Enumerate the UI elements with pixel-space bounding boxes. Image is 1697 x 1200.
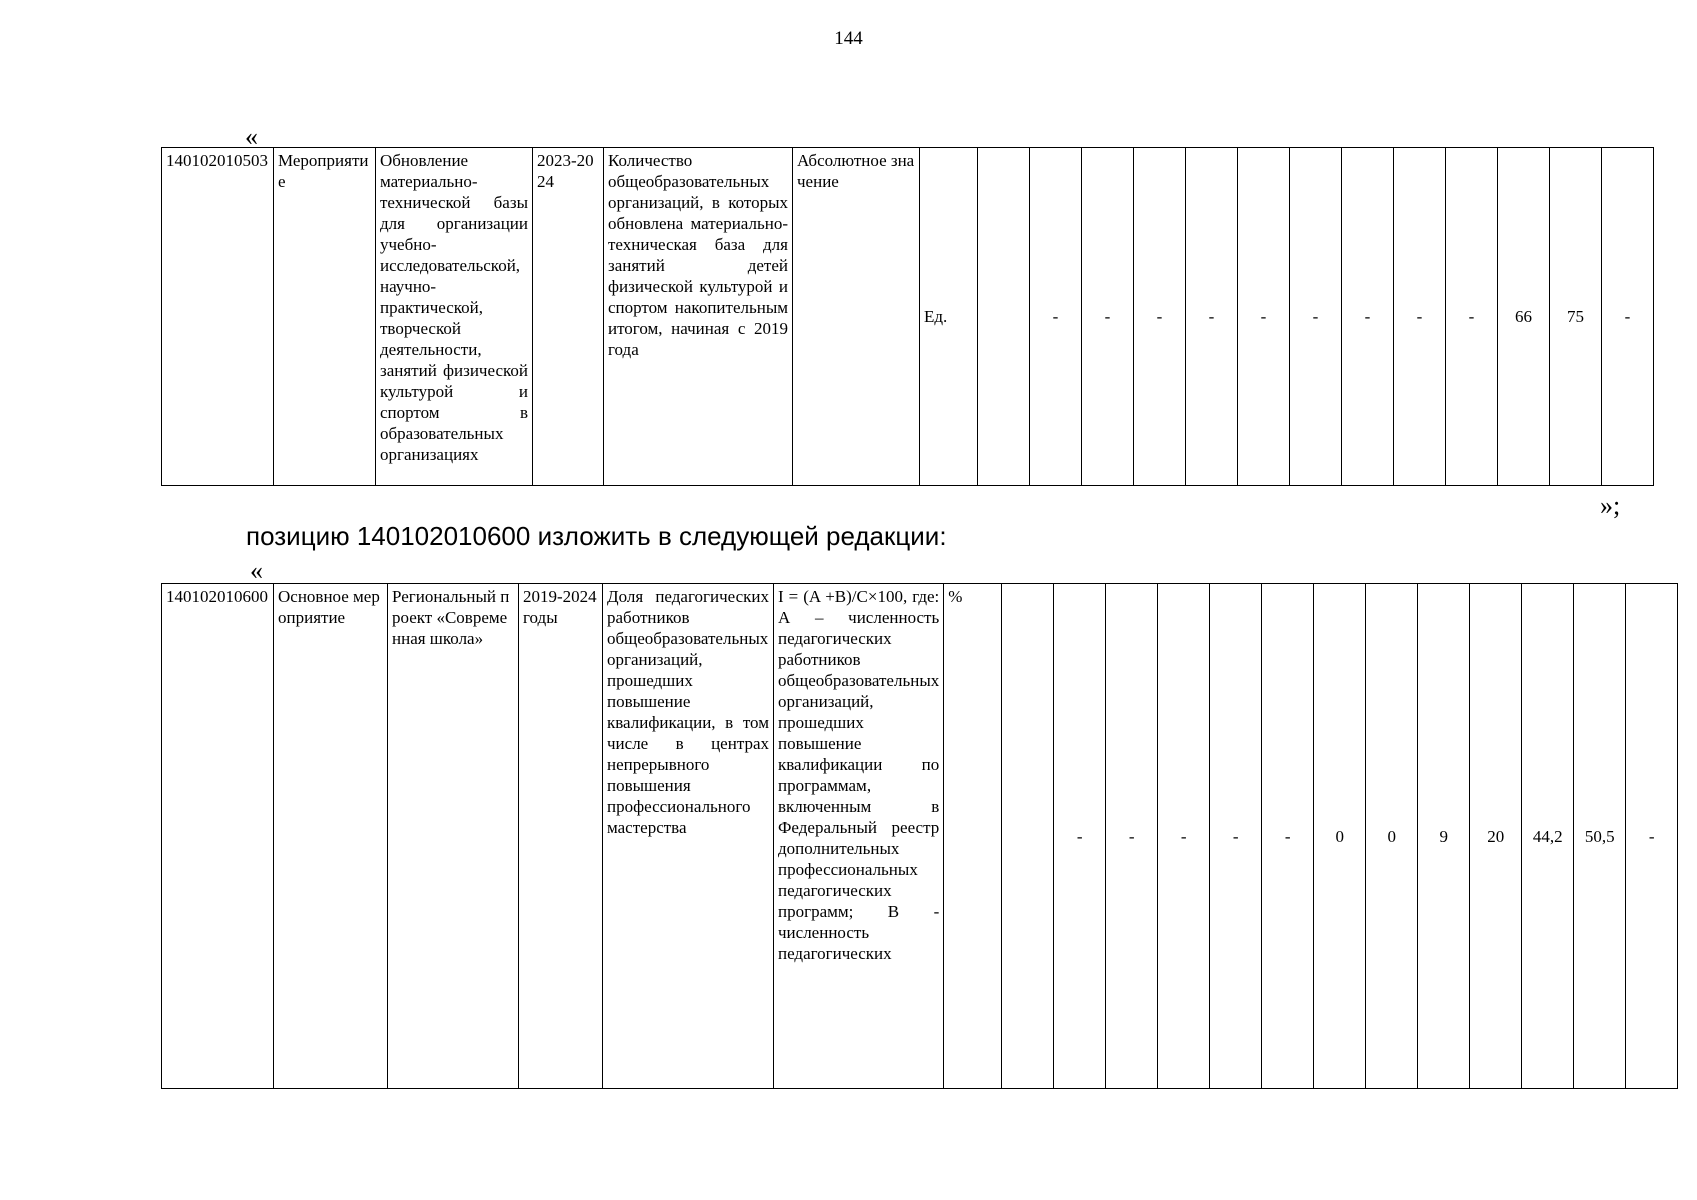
name-cell: Региональный проект «Современная школа»: [388, 584, 519, 1089]
type-cell: Основное мероприятие: [274, 584, 388, 1089]
value-cell: -: [1082, 148, 1134, 486]
value-cell: -: [1186, 148, 1238, 486]
value-cell: -: [1342, 148, 1394, 486]
opening-quote-2: «: [250, 556, 263, 585]
value-cell: -: [1210, 584, 1262, 1089]
value-cell: 0: [1366, 584, 1418, 1089]
value-cell: -: [1134, 148, 1186, 486]
value-cell: -: [1626, 584, 1678, 1089]
indicator-cell: Количество общеобразовательных организаций, в которых обновлена материально-техническая база для занятий детей физической культурой и спортом накопительным итогом, начиная с 2019 года: [604, 148, 793, 486]
value-cell: -: [1602, 148, 1654, 486]
period-cell: 2019-2024 годы: [519, 584, 603, 1089]
value-cell: -: [1158, 584, 1210, 1089]
type-cell: Мероприятие: [274, 148, 376, 486]
value-cell: 75: [1550, 148, 1602, 486]
value-cell: -: [1238, 148, 1290, 486]
value-cell: -: [1106, 584, 1158, 1089]
value-cell: -: [1290, 148, 1342, 486]
name-cell: Обновление материально-технической базы для организации учебно-исследовательской, научно-практической, творческой деятельности, занятий физической культурой и спортом в образовательных организациях: [376, 148, 533, 486]
table-row: [162, 148, 1654, 486]
value-cell: 50,5: [1574, 584, 1626, 1089]
value-cell: [1002, 584, 1054, 1089]
value-cell: 0: [1314, 584, 1366, 1089]
value-cell: -: [1394, 148, 1446, 486]
method-cell: Абсолютное значение: [793, 148, 920, 486]
value-cell: 20: [1470, 584, 1522, 1089]
value-cell: -: [1054, 584, 1106, 1089]
value-cell: 9: [1418, 584, 1470, 1089]
value-cell: 44,2: [1522, 584, 1574, 1089]
page-number: 144: [834, 28, 863, 49]
value-cell: -: [1262, 584, 1314, 1089]
code-cell: 140102010503: [162, 148, 274, 486]
value-cell: 66: [1498, 148, 1550, 486]
unit-cell: Ед.: [920, 148, 978, 486]
value-cell: [978, 148, 1030, 486]
value-cell: -: [1030, 148, 1082, 486]
instruction-text: позицию 140102010600 изложить в следующей редакции:: [246, 521, 947, 551]
position-table-140102010600: [161, 583, 1678, 1089]
indicator-cell: Доля педагогических работников общеобразовательных организаций, прошедших повышение квалификации, в том числе в центрах непрерывного повышения профессионального мастерства: [603, 584, 774, 1089]
value-cell: -: [1446, 148, 1498, 486]
closing-quote: »;: [1600, 491, 1621, 520]
opening-quote: «: [245, 122, 258, 151]
period-cell: 2023-2024: [533, 148, 604, 486]
method-cell: I = (A +B)/C×100, где: А – численность педагогических работников общеобразовательных организаций, прошедших повышение квалификации по программам, включенным в Федеральный реестр дополнительных профессиональных педагогических программ; В - численность педагогических: [774, 584, 944, 1089]
position-table-140102010503: [161, 147, 1654, 486]
unit-cell: %: [944, 584, 1002, 1089]
code-cell: 140102010600: [162, 584, 274, 1089]
table-row: [162, 584, 1678, 1089]
